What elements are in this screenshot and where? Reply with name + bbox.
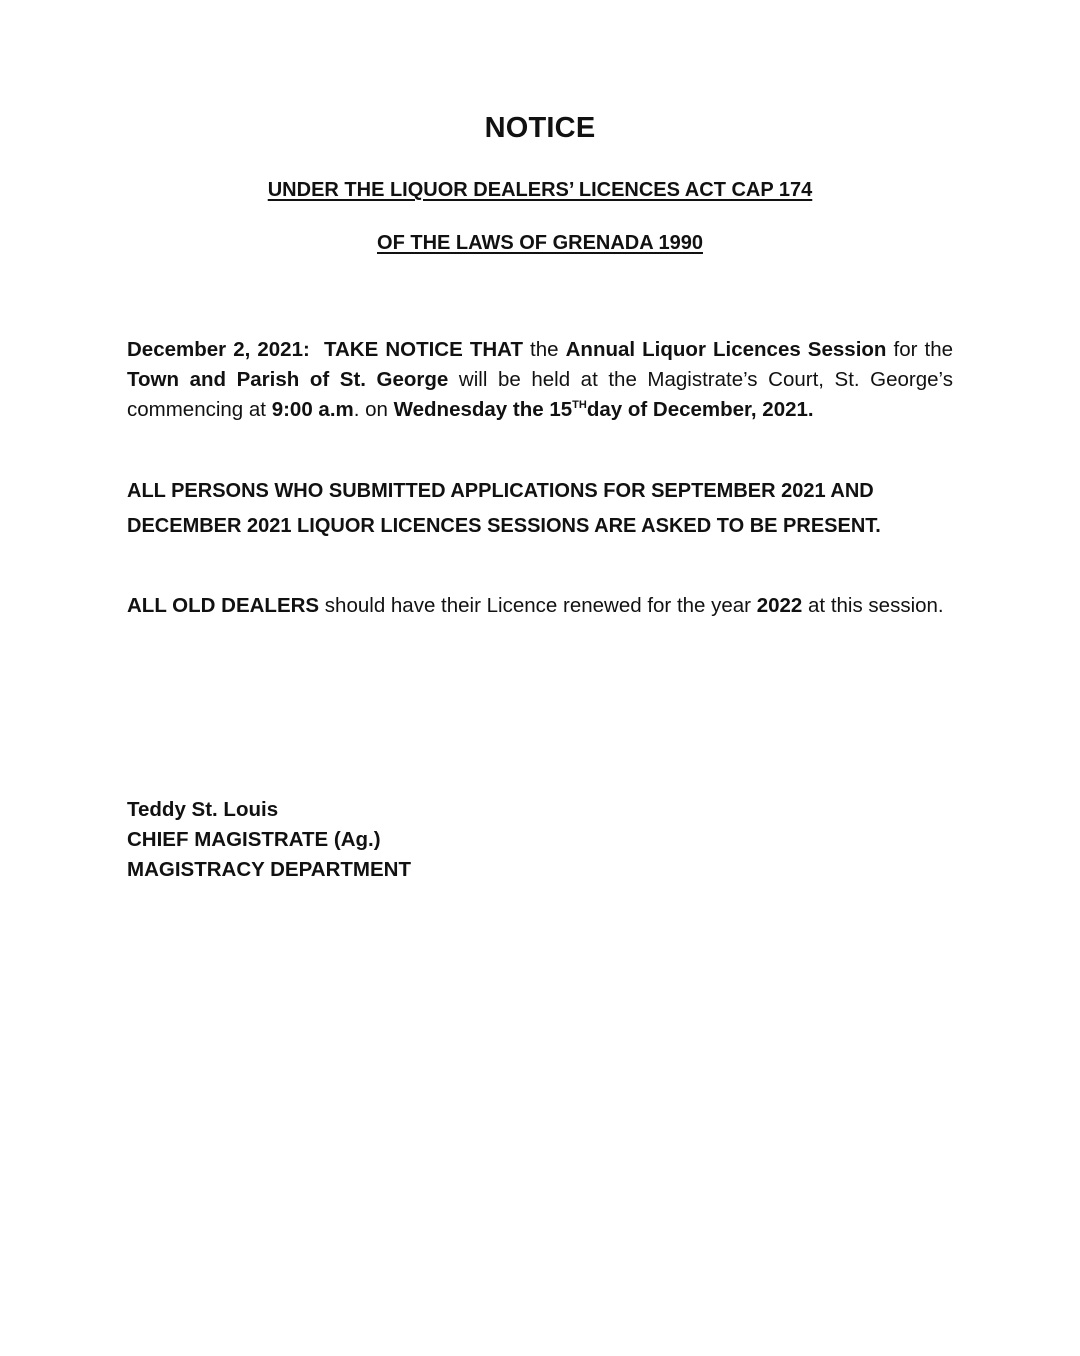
- session-day-suffix: day of December, 2021.: [586, 398, 814, 421]
- signatory-department: MAGISTRACY DEPARTMENT: [127, 858, 411, 881]
- text-fragment: for the: [886, 338, 953, 361]
- text-fragment: . on: [353, 398, 394, 421]
- subtitle-act-text: UNDER THE LIQUOR DEALERS’ LICENCES ACT CAP 174: [267, 179, 813, 201]
- signatory-name: Teddy St. Louis: [127, 798, 279, 821]
- subtitle-laws-text: OF THE LAWS OF GRENADA 1990: [377, 232, 703, 254]
- session-time: 9:00 a.m: [271, 398, 354, 421]
- applicants-paragraph: ALL PERSONS WHO SUBMITTED APPLICATIONS FOR SEPTEMBER 2021 AND DECEMBER 2021 LIQUOR LICENCES SESSIONS ARE ASKED TO BE PRESENT.: [127, 480, 881, 537]
- renewal-year: 2022: [756, 594, 803, 617]
- session-day-superscript: TH: [572, 399, 587, 412]
- session-place: Town and Parish of St. George: [127, 368, 449, 391]
- session-day-prefix: Wednesday the 15: [393, 398, 573, 421]
- text-fragment: at this session.: [802, 594, 944, 617]
- text-fragment: should have their Licence renewed for the year: [319, 594, 757, 617]
- notice-title: NOTICE: [484, 112, 596, 144]
- notice-date: December 2, 2021:: [127, 338, 310, 361]
- text-fragment: will be held at the Magistrate’s Court, St. George’s commencing at: [127, 368, 953, 421]
- old-dealers-lead: ALL OLD DEALERS: [127, 594, 320, 617]
- signatory-role: CHIEF MAGISTRATE (Ag.): [127, 828, 381, 851]
- session-paragraph: [127, 335, 953, 425]
- text-fragment: the: [522, 338, 566, 361]
- signature-block: [127, 795, 411, 885]
- notice-subtitle-laws: [0, 232, 1080, 255]
- session-name: Annual Liquor Licences Session: [565, 338, 887, 361]
- take-notice-text: TAKE NOTICE THAT: [323, 338, 523, 361]
- session-day: [394, 398, 814, 421]
- notice-subtitle-act: [0, 179, 1080, 202]
- old-dealers-paragraph: [127, 591, 953, 621]
